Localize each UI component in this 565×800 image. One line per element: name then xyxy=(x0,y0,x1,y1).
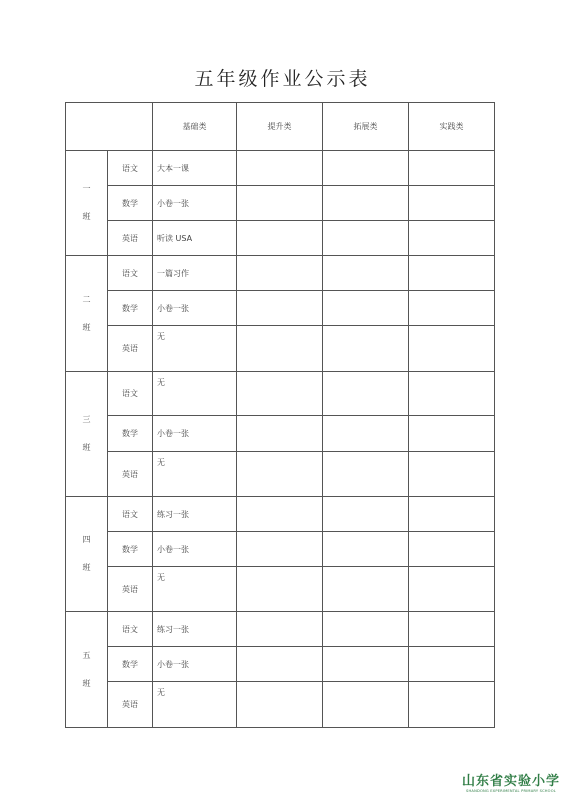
extension-cell xyxy=(323,682,409,728)
extension-cell xyxy=(323,612,409,647)
extension-cell xyxy=(323,256,409,291)
table-row xyxy=(66,612,495,647)
advanced-cell xyxy=(237,256,323,291)
extension-cell xyxy=(323,221,409,256)
subject-cell: 英语 xyxy=(108,452,153,497)
subject-cell: 数学 xyxy=(108,647,153,682)
advanced-cell xyxy=(237,416,323,452)
extension-cell xyxy=(323,151,409,186)
class-label: 四 班 xyxy=(66,497,108,612)
subject-cell: 语文 xyxy=(108,256,153,291)
header-practice: 实践类 xyxy=(409,103,495,151)
practice-cell xyxy=(409,291,495,326)
header-advanced: 提升类 xyxy=(237,103,323,151)
table-row xyxy=(66,452,495,497)
table-row xyxy=(66,416,495,452)
class-label: 一 班 xyxy=(66,151,108,256)
table-row xyxy=(66,372,495,416)
advanced-cell xyxy=(237,567,323,612)
subject-cell: 英语 xyxy=(108,326,153,372)
advanced-cell xyxy=(237,186,323,221)
basic-cell: 无 xyxy=(153,567,237,612)
extension-cell xyxy=(323,497,409,532)
page-title: 五年级作业公示表 xyxy=(194,68,371,90)
practice-cell xyxy=(409,151,495,186)
subject-cell: 语文 xyxy=(108,497,153,532)
extension-cell xyxy=(323,416,409,452)
extension-cell xyxy=(323,647,409,682)
basic-cell: 大本一课 xyxy=(153,151,237,186)
extension-cell xyxy=(323,372,409,416)
header-basic: 基础类 xyxy=(153,103,237,151)
subject-cell: 数学 xyxy=(108,186,153,221)
extension-cell xyxy=(323,452,409,497)
basic-cell: 小卷一张 xyxy=(153,532,237,567)
basic-cell: 小卷一张 xyxy=(153,291,237,326)
school-logo xyxy=(461,774,561,794)
table-row xyxy=(66,221,495,256)
practice-cell xyxy=(409,372,495,416)
basic-cell: 一篇习作 xyxy=(153,256,237,291)
basic-cell: 练习一张 xyxy=(153,497,237,532)
basic-cell: 练习一张 xyxy=(153,612,237,647)
table-row xyxy=(66,567,495,612)
practice-cell xyxy=(409,532,495,567)
school-logo-english: SHANDONG EXPERIMENTAL PRIMARY SCHOOL xyxy=(466,789,556,793)
subject-cell: 数学 xyxy=(108,416,153,452)
table-row xyxy=(66,497,495,532)
practice-cell xyxy=(409,416,495,452)
subject-cell: 英语 xyxy=(108,682,153,728)
table-row xyxy=(66,151,495,186)
subject-cell: 语文 xyxy=(108,151,153,186)
advanced-cell xyxy=(237,221,323,256)
table-row xyxy=(66,186,495,221)
extension-cell xyxy=(323,532,409,567)
subject-cell: 数学 xyxy=(108,291,153,326)
basic-cell: 小卷一张 xyxy=(153,647,237,682)
practice-cell xyxy=(409,682,495,728)
practice-cell xyxy=(409,497,495,532)
subject-cell: 语文 xyxy=(108,372,153,416)
extension-cell xyxy=(323,567,409,612)
advanced-cell xyxy=(237,497,323,532)
homework-table xyxy=(65,102,495,728)
advanced-cell xyxy=(237,647,323,682)
basic-cell: 小卷一张 xyxy=(153,416,237,452)
advanced-cell xyxy=(237,612,323,647)
subject-cell: 语文 xyxy=(108,612,153,647)
table-row xyxy=(66,326,495,372)
advanced-cell xyxy=(237,532,323,567)
table-row xyxy=(66,291,495,326)
header-extension: 拓展类 xyxy=(323,103,409,151)
extension-cell xyxy=(323,326,409,372)
table-row xyxy=(66,532,495,567)
basic-cell: 小卷一张 xyxy=(153,186,237,221)
extension-cell xyxy=(323,291,409,326)
advanced-cell xyxy=(237,682,323,728)
class-label: 三 班 xyxy=(66,372,108,497)
table-row xyxy=(66,647,495,682)
subject-cell: 英语 xyxy=(108,221,153,256)
practice-cell xyxy=(409,256,495,291)
basic-cell: 无 xyxy=(153,372,237,416)
basic-cell: 无 xyxy=(153,452,237,497)
advanced-cell xyxy=(237,151,323,186)
class-label: 五 班 xyxy=(66,612,108,728)
practice-cell xyxy=(409,221,495,256)
header-row xyxy=(66,103,495,151)
basic-cell: 无 xyxy=(153,326,237,372)
basic-cell: 听读 USA xyxy=(153,221,237,256)
table-row xyxy=(66,682,495,728)
subject-cell: 数学 xyxy=(108,532,153,567)
extension-cell xyxy=(323,186,409,221)
school-logo-name: 山东省实验小学 xyxy=(461,774,560,789)
practice-cell xyxy=(409,612,495,647)
table-row xyxy=(66,256,495,291)
practice-cell xyxy=(409,567,495,612)
advanced-cell xyxy=(237,291,323,326)
practice-cell xyxy=(409,186,495,221)
subject-cell: 英语 xyxy=(108,567,153,612)
advanced-cell xyxy=(237,452,323,497)
practice-cell xyxy=(409,647,495,682)
class-label: 二 班 xyxy=(66,256,108,372)
corner-cell xyxy=(66,103,153,151)
basic-cell: 无 xyxy=(153,682,237,728)
advanced-cell xyxy=(237,326,323,372)
advanced-cell xyxy=(237,372,323,416)
practice-cell xyxy=(409,326,495,372)
practice-cell xyxy=(409,452,495,497)
